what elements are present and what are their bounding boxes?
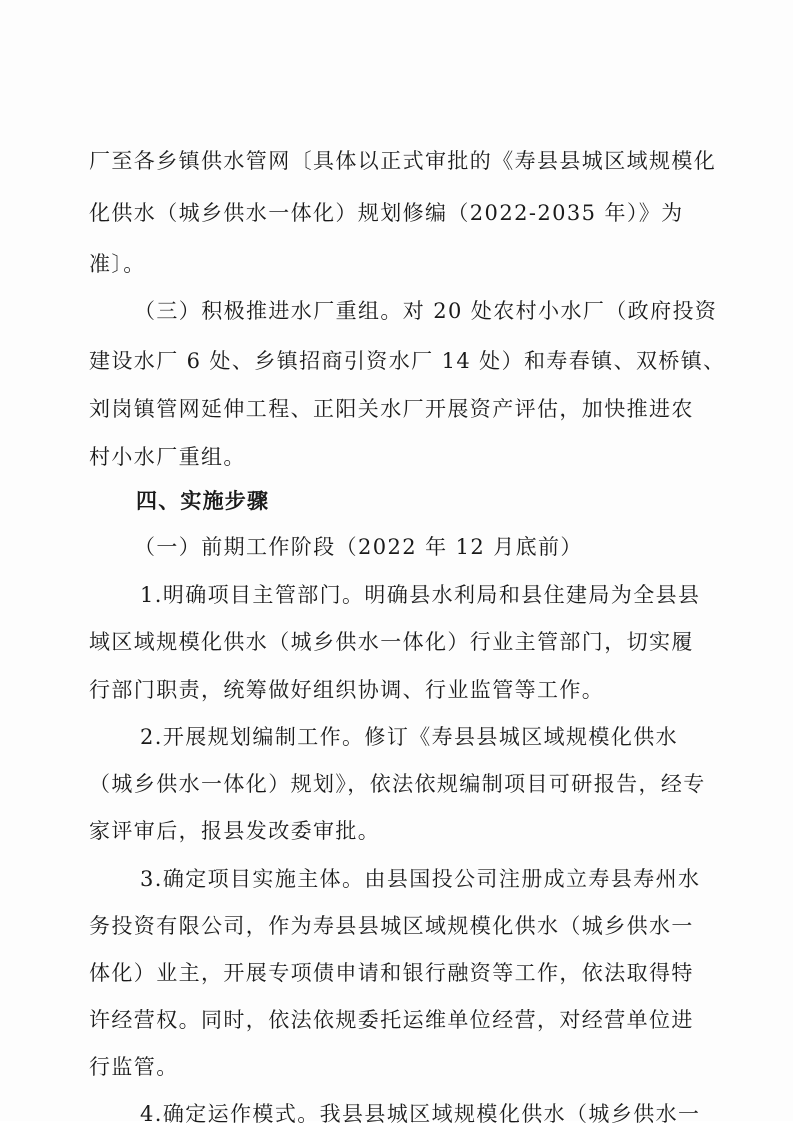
paragraph-line: 务投资有限公司，作为寿县县城区域规模化供水（城乡供水一 bbox=[89, 914, 694, 938]
paragraph-line: 体化）业主，开展专项债申请和银行融资等工作，依法取得特 bbox=[89, 961, 694, 985]
paragraph-line: （城乡供水一体化）规划》，依法依规编制项目可研报告，经专 bbox=[89, 772, 706, 796]
subsection-heading: （一）前期工作阶段（2022 年 12 月底前） bbox=[134, 535, 583, 559]
paragraph-line: 村小水厂重组。 bbox=[89, 445, 246, 469]
paragraph-line: 化供水（城乡供水一体化）规划修编（2022-2035 年）》为 bbox=[89, 201, 684, 225]
paragraph-line: 2.开展规划编制工作。修订《寿县县城区域规模化供水 bbox=[140, 725, 679, 749]
paragraph-line: （三）积极推进水厂重组。对 20 处农村小水厂（政府投资 bbox=[134, 299, 718, 323]
section-heading: 四、实施步骤 bbox=[136, 489, 270, 513]
paragraph-line: 行部门职责，统筹做好组织协调、行业监管等工作。 bbox=[89, 678, 605, 702]
paragraph-line: 建设水厂 6 处、乡镇招商引资水厂 14 处）和寿春镇、双桥镇、 bbox=[89, 349, 726, 373]
paragraph-line: 4.确定运作模式。我县县城区域规模化供水（城乡供水一 bbox=[140, 1102, 701, 1126]
paragraph-line: 厂至各乡镇供水管网〔具体以正式审批的《寿县县城区域规模化 bbox=[89, 149, 717, 173]
paragraph-line: 行监管。 bbox=[89, 1055, 179, 1079]
paragraph-line: 域区域规模化供水（城乡供水一体化）行业主管部门，切实履 bbox=[89, 630, 694, 654]
paragraph-line: 家评审后，报县发改委审批。 bbox=[89, 819, 381, 843]
paragraph-line: 3.确定项目实施主体。由县国投公司注册成立寿县寿州水 bbox=[140, 867, 701, 891]
paragraph-line: 1.明确项目主管部门。明确县水利局和县住建局为全县县 bbox=[140, 583, 701, 607]
paragraph-line: 许经营权。同时，依法依规委托运维单位经营，对经营单位进 bbox=[89, 1008, 694, 1032]
paragraph-line: 刘岗镇管网延伸工程、正阳关水厂开展资产评估，加快推进农 bbox=[89, 397, 694, 421]
paragraph-line: 准〕。 bbox=[89, 252, 146, 276]
